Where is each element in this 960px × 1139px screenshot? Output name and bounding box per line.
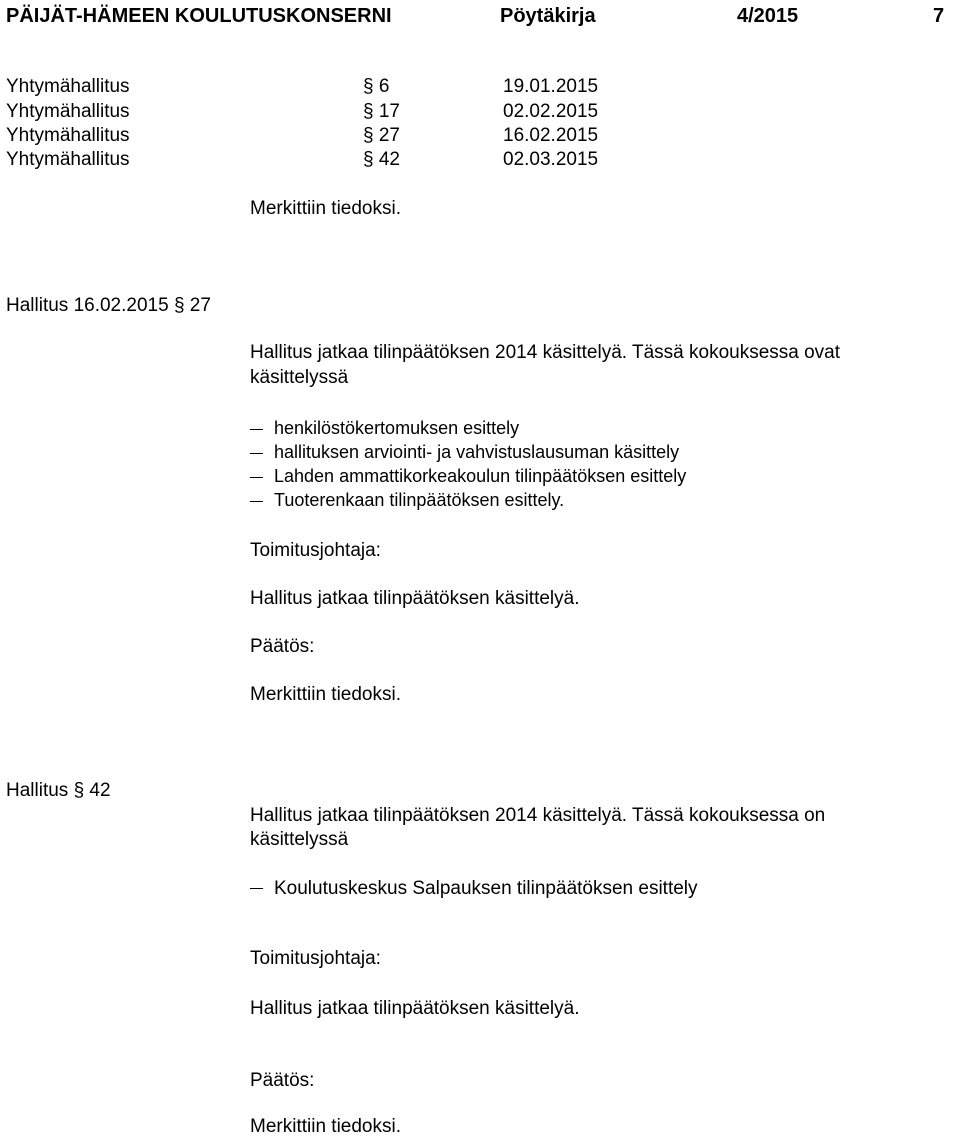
proposer-label: Toimitusjohtaja: [250, 948, 381, 969]
noted-text: Merkittiin tiedoksi. [250, 198, 401, 219]
reference-body: Yhtymähallitus [6, 149, 130, 170]
proposal-text: Hallitus jatkaa tilinpäätöksen käsittelyä. [250, 998, 580, 1019]
dash-bullet [250, 477, 263, 478]
decision-label: Päätös: [250, 1070, 315, 1091]
dash-bullet [250, 888, 263, 889]
section-heading: Hallitus 16.02.2015 § 27 [6, 295, 211, 316]
list-item-text: Koulutuskeskus Salpauksen tilinpäätöksen esittely [274, 878, 698, 899]
reference-date: 02.03.2015 [503, 149, 599, 170]
reference-section: § 27 [363, 125, 400, 146]
proposer-label: Toimitusjohtaja: [250, 540, 381, 561]
list-item [250, 878, 698, 900]
list-item [250, 490, 564, 511]
list-item-text: Tuoterenkaan tilinpäätöksen esittely. [274, 490, 565, 510]
list-item [250, 418, 519, 439]
reference-body: Yhtymähallitus [6, 76, 130, 97]
intro-text-line: käsittelyssä [250, 367, 349, 388]
dash-bullet [250, 501, 263, 502]
list-item-text: Lahden ammattikorkeakoulun tilinpäätöksen esittely [274, 466, 687, 486]
reference-section: § 42 [363, 149, 400, 170]
reference-body: Yhtymähallitus [6, 101, 130, 122]
dash-bullet [250, 429, 263, 430]
reference-section: § 6 [363, 76, 390, 97]
proposal-text: Hallitus jatkaa tilinpäätöksen käsittelyä. [250, 588, 580, 609]
list-item-text: henkilöstökertomuksen esittely [274, 418, 520, 438]
reference-date: 02.02.2015 [503, 101, 599, 122]
decision-text: Merkittiin tiedoksi. [250, 684, 401, 705]
intro-text-line: käsittelyssä [250, 829, 349, 850]
intro-text-line: Hallitus jatkaa tilinpäätöksen 2014 käsittelyä. Tässä kokouksessa ovat [250, 342, 841, 363]
decision-label: Päätös: [250, 636, 315, 657]
organization-name: PÄIJÄT-HÄMEEN KOULUTUSKONSERNI [6, 5, 392, 27]
section-heading: Hallitus § 42 [6, 780, 111, 801]
list-item [250, 466, 686, 487]
list-item-text: hallituksen arviointi- ja vahvistuslausuman käsittely [274, 442, 680, 462]
issue-number: 4/2015 [737, 5, 799, 27]
decision-text: Merkittiin tiedoksi. [250, 1116, 401, 1137]
reference-body: Yhtymähallitus [6, 125, 130, 146]
intro-text-line: Hallitus jatkaa tilinpäätöksen 2014 käsittelyä. Tässä kokouksessa on [250, 805, 826, 826]
page-number: 7 [933, 5, 945, 27]
reference-date: 19.01.2015 [503, 76, 599, 97]
reference-date: 16.02.2015 [503, 125, 599, 146]
list-item [250, 442, 679, 463]
dash-bullet [250, 453, 263, 454]
reference-section: § 17 [363, 101, 400, 122]
document-type: Pöytäkirja [500, 5, 596, 27]
